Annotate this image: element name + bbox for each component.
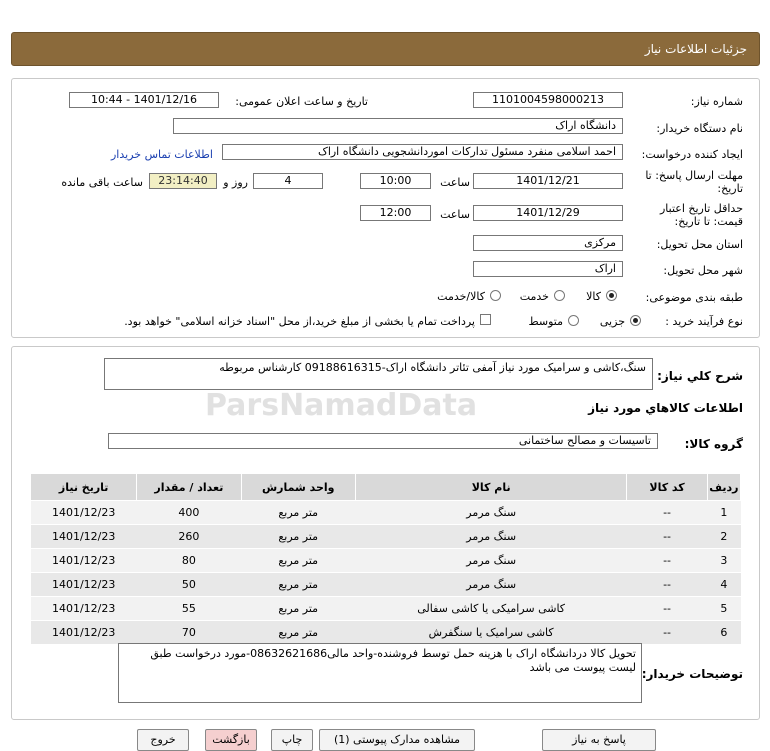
cell-code: -- bbox=[627, 573, 707, 597]
buyer-notes-field: تحویل کالا دردانشگاه اراک با هزینه حمل توسط فروشنده-واحد مالی08632621686-مورد درخواست طبق لیست پیوست می باشد bbox=[118, 643, 642, 703]
process-minor-radio[interactable] bbox=[630, 315, 641, 326]
process-label: نوع فرآیند خرید : bbox=[665, 315, 743, 328]
cell-need-date: 1401/12/23 bbox=[31, 621, 137, 645]
cell-need-date: 1401/12/23 bbox=[31, 501, 137, 525]
cell-row: 3 bbox=[707, 549, 740, 573]
creator-label: ایجاد کننده درخواست: bbox=[641, 148, 743, 161]
goods-group-label: گروه کالا: bbox=[684, 437, 743, 451]
col-unit: واحد شمارش bbox=[241, 474, 356, 501]
process-medium-radio[interactable] bbox=[568, 315, 579, 326]
table-row bbox=[31, 573, 741, 597]
goods-group-field: تاسیسات و مصالح ساختمانی bbox=[108, 433, 658, 449]
cell-name: کاشی سرامیک یا سنگفرش bbox=[356, 621, 627, 645]
province-label: استان محل تحویل: bbox=[656, 238, 743, 251]
days-label: روز و bbox=[223, 176, 248, 189]
reply-button[interactable]: پاسخ به نیاز bbox=[542, 729, 656, 751]
process-minor-label: جزیی bbox=[599, 315, 625, 328]
cell-need-date: 1401/12/23 bbox=[31, 549, 137, 573]
cell-quantity: 50 bbox=[137, 573, 241, 597]
attachments-button[interactable]: مشاهده مدارک پیوستی (1) bbox=[319, 729, 475, 751]
cell-row: 4 bbox=[707, 573, 740, 597]
cell-code: -- bbox=[627, 621, 707, 645]
buyer-org-label: نام دستگاه خریدار: bbox=[656, 122, 743, 135]
back-button[interactable]: بازگشت bbox=[205, 729, 257, 751]
cell-row: 1 bbox=[707, 501, 740, 525]
category-goods-radio[interactable] bbox=[606, 290, 617, 301]
table-row bbox=[31, 621, 741, 645]
province-field: مرکزی bbox=[473, 235, 623, 251]
cell-code: -- bbox=[627, 501, 707, 525]
col-row: ردیف bbox=[707, 474, 740, 501]
goods-info-title: اطلاعات کالاهاي مورد نياز bbox=[588, 401, 743, 415]
cell-unit: متر مربع bbox=[241, 549, 356, 573]
deadline-time-field: 10:00 bbox=[360, 173, 431, 189]
creator-field: احمد اسلامی منفرد مسئول تدارکات اموردانشجویی دانشگاه اراک bbox=[222, 144, 623, 160]
deadline-time-label: ساعت bbox=[440, 176, 470, 189]
deadline-date-field: 1401/12/21 bbox=[473, 173, 623, 189]
cell-unit: متر مربع bbox=[241, 573, 356, 597]
cell-need-date: 1401/12/23 bbox=[31, 525, 137, 549]
cell-quantity: 260 bbox=[137, 525, 241, 549]
print-button[interactable]: چاپ bbox=[271, 729, 313, 751]
cell-unit: متر مربع bbox=[241, 525, 356, 549]
page-title: جزئیات اطلاعات نیاز bbox=[644, 42, 747, 56]
buyer-org-field: دانشگاه اراک bbox=[173, 118, 623, 134]
cell-unit: متر مربع bbox=[241, 621, 356, 645]
buyer-notes-label: توضیحات خریدار: bbox=[641, 667, 743, 681]
announce-label: تاریخ و ساعت اعلان عمومی: bbox=[235, 95, 368, 108]
cell-name: سنگ مرمر bbox=[356, 501, 627, 525]
cell-unit: متر مربع bbox=[241, 501, 356, 525]
col-quantity: تعداد / مقدار bbox=[137, 474, 241, 501]
treasury-payment-note: پرداخت تمام یا بخشی از مبلغ خرید،از محل "اسناد خزانه اسلامی" خواهد بود. bbox=[124, 315, 475, 328]
description-label: شرح کلي نياز: bbox=[657, 369, 743, 383]
description-field: سنگ،کاشی و سرامیک مورد نیاز آمفی تئاتر دانشگاه اراک-09188616315 کارشناس مربوطه bbox=[104, 358, 653, 390]
category-service-label: خدمت bbox=[519, 290, 549, 303]
col-code: کد کالا bbox=[627, 474, 707, 501]
cell-code: -- bbox=[627, 549, 707, 573]
validity-time-field: 12:00 bbox=[360, 205, 431, 221]
city-field: اراک bbox=[473, 261, 623, 277]
validity-label-date: قیمت: تا تاریخ: bbox=[674, 215, 743, 228]
deadline-label: مهلت ارسال پاسخ: تا bbox=[645, 169, 743, 182]
remaining-time-field: 23:14:40 bbox=[149, 173, 217, 189]
cell-code: -- bbox=[627, 525, 707, 549]
table-row bbox=[31, 525, 741, 549]
cell-quantity: 80 bbox=[137, 549, 241, 573]
cell-quantity: 55 bbox=[137, 597, 241, 621]
cell-quantity: 70 bbox=[137, 621, 241, 645]
category-goods-label: کالا bbox=[586, 290, 601, 303]
cell-name: سنگ مرمر bbox=[356, 573, 627, 597]
cell-quantity: 400 bbox=[137, 501, 241, 525]
table-row bbox=[31, 597, 741, 621]
exit-button[interactable]: خروج bbox=[137, 729, 189, 751]
page-header bbox=[11, 32, 760, 66]
buyer-contact-link[interactable]: اطلاعات تماس خریدار bbox=[111, 148, 213, 161]
category-label: طبقه بندی موضوعی: bbox=[645, 291, 743, 304]
treasury-payment-checkbox[interactable] bbox=[480, 314, 491, 325]
goods-table bbox=[30, 473, 741, 645]
validity-label: حداقل تاریخ اعتبار bbox=[659, 202, 743, 215]
category-goods-service-label: کالا/خدمت bbox=[437, 290, 485, 303]
watermark: ParsNamadData bbox=[205, 388, 478, 423]
validity-date-field: 1401/12/29 bbox=[473, 205, 623, 221]
city-label: شهر محل تحویل: bbox=[663, 264, 743, 277]
table-row bbox=[31, 501, 741, 525]
cell-name: کاشی سرامیکی یا کاشی سفالی bbox=[356, 597, 627, 621]
cell-need-date: 1401/12/23 bbox=[31, 573, 137, 597]
col-need-date: تاریخ نیاز bbox=[31, 474, 137, 501]
cell-row: 6 bbox=[707, 621, 740, 645]
cell-row: 2 bbox=[707, 525, 740, 549]
goods-table-header bbox=[31, 474, 741, 501]
cell-row: 5 bbox=[707, 597, 740, 621]
need-number-field: 1101004598000213 bbox=[473, 92, 623, 108]
validity-time-label: ساعت bbox=[440, 208, 470, 221]
deadline-label-date: تاریخ: bbox=[717, 182, 743, 195]
announce-field: 1401/12/16 - 10:44 bbox=[69, 92, 219, 108]
process-medium-label: متوسط bbox=[528, 315, 563, 328]
cell-unit: متر مربع bbox=[241, 597, 356, 621]
cell-need-date: 1401/12/23 bbox=[31, 597, 137, 621]
remaining-label: ساعت باقی مانده bbox=[61, 176, 143, 189]
table-row bbox=[31, 549, 741, 573]
cell-code: -- bbox=[627, 597, 707, 621]
col-name: نام کالا bbox=[356, 474, 627, 501]
category-service-radio[interactable] bbox=[554, 290, 565, 301]
cell-name: سنگ مرمر bbox=[356, 525, 627, 549]
cell-name: سنگ مرمر bbox=[356, 549, 627, 573]
days-field: 4 bbox=[253, 173, 323, 189]
category-goods-service-radio[interactable] bbox=[490, 290, 501, 301]
need-number-label: شماره نیاز: bbox=[690, 95, 743, 108]
